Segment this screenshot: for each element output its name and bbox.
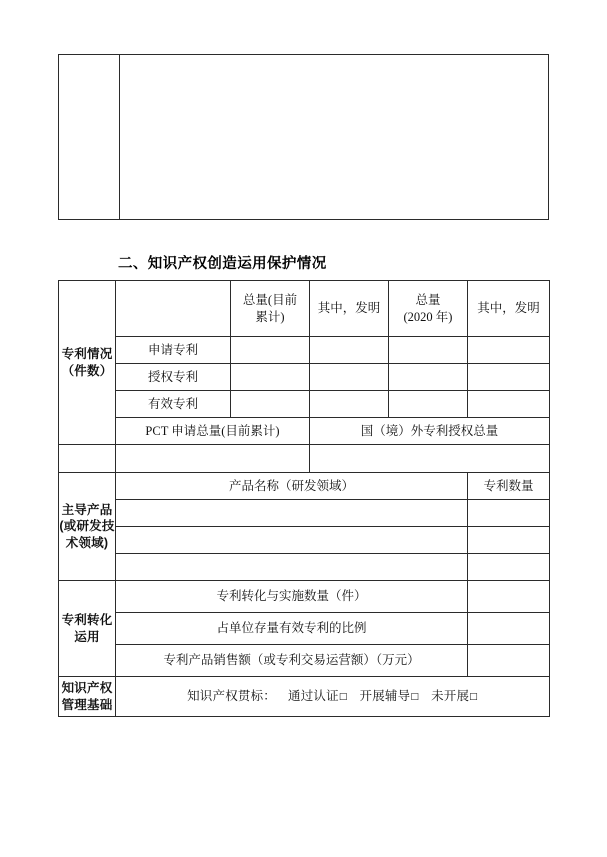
row-label-conversion-ratio: 占单位存量有效专利的比例 [116,613,468,645]
header-total-year-line1: 总量 [415,293,441,307]
top-empty-table [58,54,549,220]
cell-conversion-ratio-value[interactable] [468,613,550,645]
ip-standard-options-cell [116,677,550,717]
cell-applied-invention-year[interactable] [468,337,550,364]
table-row [59,364,550,391]
top-table-label-cell[interactable] [59,55,120,220]
cell-product-count-1[interactable] [468,500,550,527]
header-product-name: 产品名称（研发领域） [116,473,468,500]
cell-foreign-granted-value[interactable] [310,445,550,473]
table-header-row [59,473,550,500]
patent-status-label-line2: （件数） [61,363,113,378]
option-coaching-label: 开展辅导 [359,689,411,704]
cell-valid-invention-cumulative[interactable] [310,391,389,418]
cell-applied-total-year[interactable] [389,337,468,364]
cell-applied-invention-cumulative[interactable] [310,337,389,364]
option-certified-label: 通过认证 [288,689,339,704]
header-foreign-granted-total: 国（境）外专利授权总量 [310,418,550,445]
header-total-cumulative [231,281,310,337]
row-header-patent-conversion [59,581,116,677]
table-row [59,554,550,581]
table-row [59,527,550,554]
patent-conversion-label-line1: 专利转化 [61,613,113,627]
cell-product-count-3[interactable] [468,554,550,581]
table-header-row [59,281,550,337]
row-label-applied-patents: 申请专利 [116,337,231,364]
table-row [59,418,550,445]
ip-status-table [58,280,550,717]
cell-patent-sales-value[interactable] [468,645,550,677]
header-total-cumulative-line2: 累计) [255,309,285,324]
header-blank-cell [116,281,231,337]
cell-valid-invention-year[interactable] [468,391,550,418]
main-product-label-line3: 术领域) [65,535,109,550]
table-row [59,500,550,527]
table-row [59,445,550,473]
table-row [59,337,550,364]
header-total-cumulative-line1: 总量(目前 [242,293,298,307]
cell-product-name-1[interactable] [116,500,468,527]
row-label-conversion-count: 专利转化与实施数量（件） [116,581,468,613]
table-row [59,677,550,717]
checkbox-certified[interactable]: □ [338,692,348,703]
cell-product-name-2[interactable] [116,527,468,554]
table-row [59,391,550,418]
cell-pct-total-value[interactable] [116,445,310,473]
row-header-main-product [59,473,116,581]
header-of-which-invention-1: 其中，发明 [310,281,389,337]
cell-granted-invention-year[interactable] [468,364,550,391]
main-product-label-line1: 主导产品 [61,502,113,517]
row-label-granted-patents: 授权专利 [116,364,231,391]
cell-valid-total-cumulative[interactable] [231,391,310,418]
option-not-started-label: 未开展 [431,689,470,704]
cell-product-name-3[interactable] [116,554,468,581]
cell-applied-total-cumulative[interactable] [231,337,310,364]
header-total-year [389,281,468,337]
ip-standard-prefix: 知识产权贯标： [187,689,276,704]
main-product-label-line2: (或研发技 [59,519,115,534]
header-of-which-invention-2: 其中，发明 [468,281,550,337]
checkbox-not-started[interactable]: □ [469,692,478,703]
header-patent-count: 专利数量 [468,473,550,500]
patent-conversion-label-line2: 运用 [74,629,100,644]
cell-conversion-count-value[interactable] [468,581,550,613]
cell-granted-total-year[interactable] [389,364,468,391]
cell-product-count-2[interactable] [468,527,550,554]
page-title: 二、知识产权创造运用保护情况 [118,256,327,272]
cell-granted-total-cumulative[interactable] [231,364,310,391]
patent-status-label-line1: 专利情况 [61,347,113,361]
row-label-valid-patents: 有效专利 [116,391,231,418]
top-table-content-cell[interactable] [120,55,549,220]
table-row [59,613,550,645]
table-row [59,55,549,220]
ip-management-label-line1: 知识产权 [61,681,113,695]
row-header-patent-status [59,281,116,445]
header-total-year-line2: (2020 年) [403,309,453,324]
table-row [59,645,550,677]
header-pct-total: PCT 申请总量(目前累计) [116,418,310,445]
row-header-ip-management [59,677,116,717]
row-label-patent-sales: 专利产品销售额（或专利交易运营额）（万元） [116,645,468,677]
cell-valid-total-year[interactable] [389,391,468,418]
ip-management-label-line2: 管理基础 [61,697,113,712]
pct-category-spacer [59,445,116,473]
cell-granted-invention-cumulative[interactable] [310,364,389,391]
table-row [59,581,550,613]
checkbox-coaching[interactable]: □ [410,692,420,703]
